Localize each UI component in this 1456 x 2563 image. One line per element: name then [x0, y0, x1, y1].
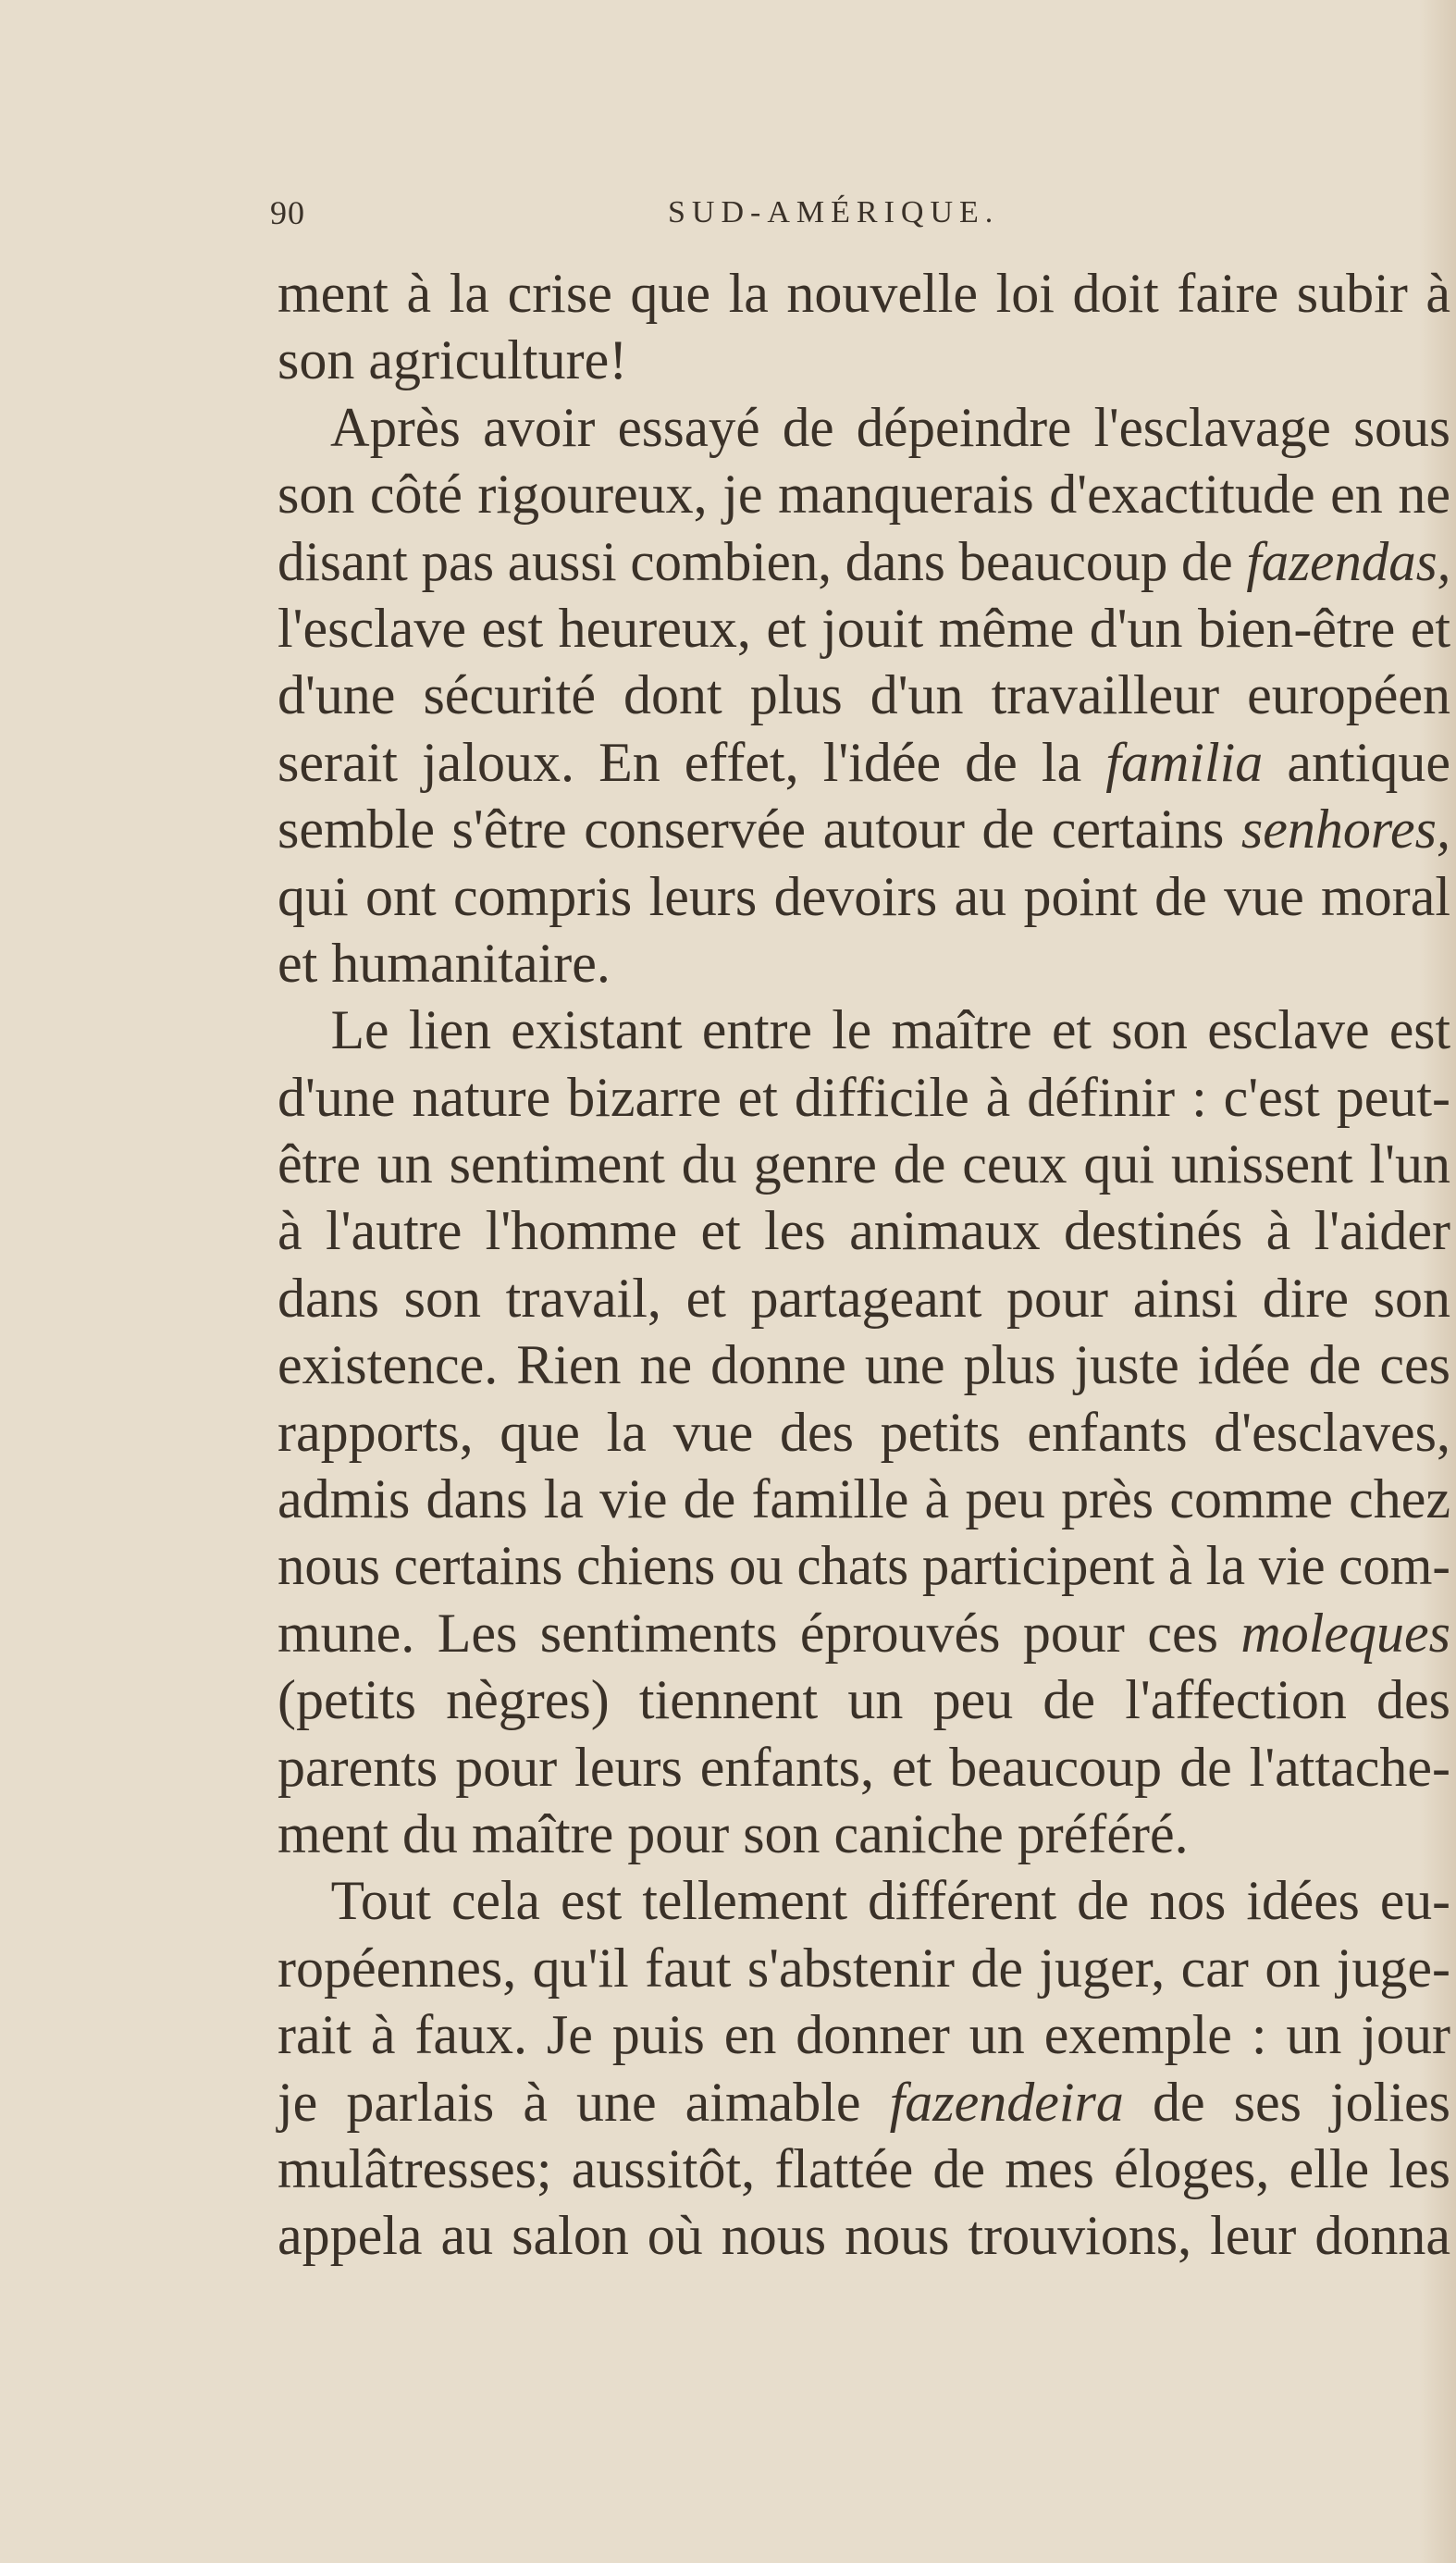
italic-term: moleques: [1240, 1602, 1450, 1664]
text-line: [278, 528, 1450, 595]
text-segment: Le lien existant entre le maître et son esclave est: [330, 999, 1451, 1061]
text-line: [278, 1600, 1450, 1666]
text-segment: parents pour leurs enfants, et beaucoup de l'attache-: [278, 1736, 1450, 1798]
text-line: [278, 1197, 1450, 1264]
text-segment: ropéennes, qu'il faut s'abstenir de juger, car on juge-: [278, 1937, 1450, 1999]
text-line: [278, 796, 1450, 862]
text-segment: je parlais à une aimable: [278, 2071, 890, 2133]
text-segment: mulâtresses; aussitôt, flattée de mes éloges, elle les: [278, 2137, 1450, 2199]
text-line: [278, 1734, 1450, 1801]
text-segment: rait à faux. Je puis en donner un exemple : un jour: [278, 2004, 1450, 2066]
text-line: [278, 1466, 1450, 1532]
text-segment: à l'autre l'homme et les animaux destinés à l'aider: [278, 1200, 1450, 1262]
text-segment: Tout cela est tellement différent de nos idées eu-: [330, 1870, 1451, 1932]
text-line: [278, 260, 1450, 327]
text-segment: mune. Les sentiments éprouvés pour ces: [278, 1602, 1241, 1664]
text-segment: et humanitaire.: [278, 932, 611, 994]
text-line: [278, 1131, 1450, 1197]
text-line: [278, 394, 1450, 461]
text-segment: être un sentiment du genre de ceux qui unissent l'un: [278, 1133, 1450, 1195]
running-title: SUD-AMÉRIQUE.: [668, 195, 1000, 229]
text-line: [278, 1532, 1450, 1599]
text-segment: existence. Rien ne donne une plus juste idée de ces: [278, 1334, 1450, 1396]
text-line: [278, 1666, 1450, 1733]
text-segment: de ses jolies: [1123, 2071, 1450, 2133]
text-line: [278, 729, 1450, 796]
text-segment: Après avoir essayé de dépeindre l'esclavage sous: [330, 396, 1450, 458]
text-line: [278, 1064, 1450, 1131]
text-line: [278, 1265, 1450, 1331]
text-segment: son côté rigoureux, je manquerais d'exactitude en ne: [278, 464, 1450, 526]
italic-term: senhores,: [1240, 799, 1450, 861]
text-segment: disant pas aussi combien, dans beaucoup de: [278, 530, 1247, 592]
italic-term: fazendas,: [1246, 530, 1451, 592]
text-segment: (petits nègres) tiennent un peu de l'affection des: [278, 1669, 1450, 1731]
italic-term: fazendeira: [889, 2071, 1124, 2133]
text-line: [278, 863, 1450, 930]
text-line: [278, 595, 1450, 662]
text-line: [278, 1935, 1450, 2001]
italic-term: familia: [1105, 731, 1264, 793]
text-segment: serait jaloux. En effet, l'idée de la: [278, 731, 1106, 793]
body-text: [278, 260, 1450, 2270]
text-segment: admis dans la vie de famille à peu près comme chez: [278, 1468, 1450, 1530]
text-segment: son agriculture!: [278, 329, 628, 391]
text-segment: d'une sécurité dont plus d'un travailleur européen: [278, 664, 1450, 726]
text-line: [278, 997, 1450, 1063]
text-segment: d'une nature bizarre et difficile à définir : c'est peut-: [278, 1066, 1450, 1128]
text-line: [278, 1331, 1450, 1398]
text-segment: rapports, que la vue des petits enfants d'esclaves,: [278, 1401, 1450, 1463]
text-line: [278, 1867, 1450, 1934]
text-line: [278, 327, 1450, 393]
text-line: [278, 2001, 1450, 2068]
text-line: [278, 2069, 1450, 2136]
text-line: [278, 1399, 1450, 1466]
text-segment: l'esclave est heureux, et jouit même d'un bien-être et: [278, 597, 1450, 659]
text-segment: antique: [1263, 731, 1450, 793]
text-segment: qui ont compris leurs devoirs au point de vue moral: [278, 865, 1450, 927]
text-line: [278, 2136, 1450, 2202]
text-line: [278, 2202, 1450, 2269]
text-segment: semble s'être conservée autour de certains: [278, 799, 1241, 861]
text-segment: appela au salon où nous nous trouvions, leur donna: [278, 2205, 1450, 2267]
text-line: [278, 662, 1450, 728]
page-number: 90: [270, 194, 305, 231]
text-line: [278, 930, 1450, 997]
text-segment: dans son travail, et partageant pour ainsi dire son: [278, 1267, 1450, 1329]
text-line: [278, 461, 1450, 527]
text-segment: ment du maître pour son caniche préféré.: [278, 1802, 1189, 1864]
text-segment: ment à la crise que la nouvelle loi doit faire subir à: [278, 263, 1450, 324]
text-segment: nous certains chiens ou chats participent à la vie com-: [278, 1535, 1450, 1597]
text-line: [278, 1801, 1450, 1867]
